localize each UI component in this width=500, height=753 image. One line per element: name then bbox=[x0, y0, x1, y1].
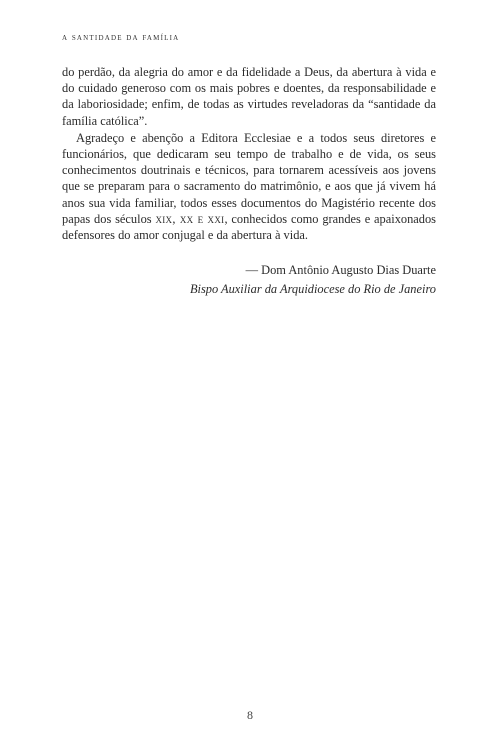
paragraph-2-text-start: Agradeço e abençõo a Editora Ecclesiae e a todos seus diretores e funcionários, que dedicaram seu tempo de trabalho e de vida, os seus conhecimentos doutrinais e técnicos, para tornarem acessíveis aos jovens que se preparam para o sacramento do matrimônio, e aos que já vivem há anos sua vida familiar, todos esses documentos do Magistério recente dos papas dos séculos bbox=[62, 130, 436, 226]
signature-name: — Dom Antônio Augusto Dias Duarte bbox=[245, 263, 436, 277]
paragraph-2-text-end: , conhecidos como grandes e apaixonados defensores do amor conjugal e da abertura à vida. bbox=[62, 211, 436, 243]
paragraph-2 bbox=[62, 130, 436, 243]
signature-block bbox=[190, 261, 436, 299]
running-head: a santidade da família bbox=[62, 33, 180, 43]
page-number: 8 bbox=[247, 708, 253, 722]
signature-title: Bispo Auxiliar da Arquidiocese do Rio de Janeiro bbox=[189, 282, 436, 296]
body-text bbox=[62, 64, 436, 243]
paragraph-2-centuries: xix, xx e xxi bbox=[155, 211, 225, 226]
paragraph-1: do perdão, da alegria do amor e da fidelidade a Deus, da abertura à vida e do cuidado generoso com os mais pobres e doentes, da responsabilidade e da laboriosidade; enfim, de todas as virtudes reveladoras da “santidade da família católica”. bbox=[62, 65, 436, 128]
